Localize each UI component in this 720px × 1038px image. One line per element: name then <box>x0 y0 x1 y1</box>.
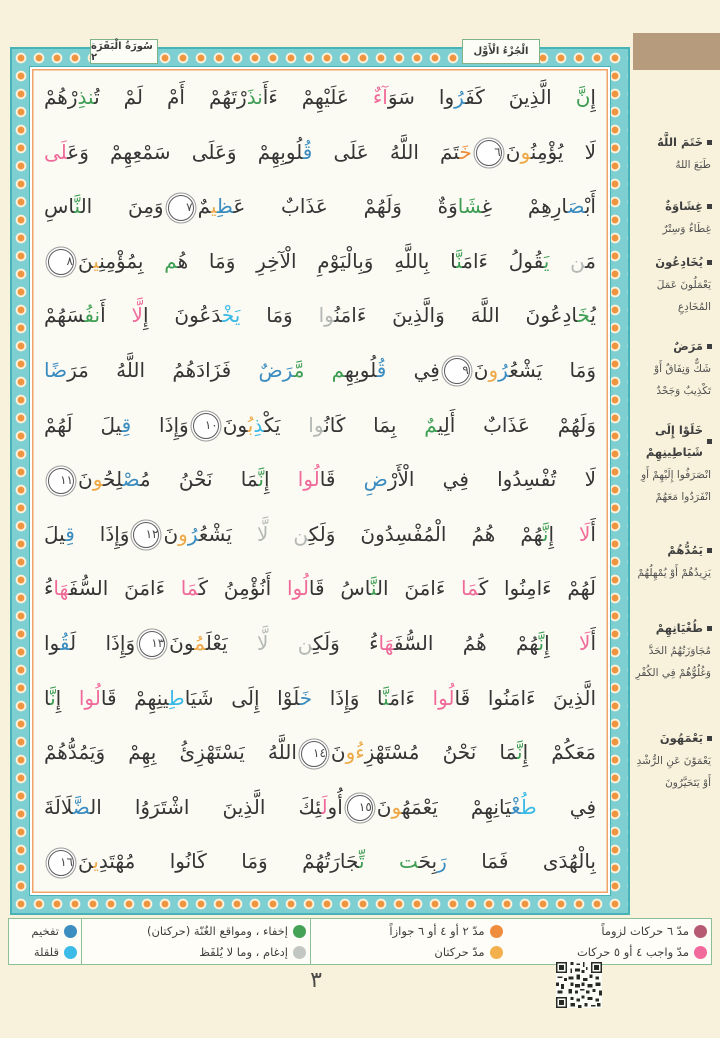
surah-name-label: سُورَةُ الْبَقَرَة ٢ <box>91 40 153 63</box>
quran-segment: يَخْ <box>221 303 241 328</box>
quran-line <box>44 834 596 889</box>
quran-segment: بُ <box>247 412 254 437</box>
quran-segment: نَ <box>505 139 521 164</box>
decorative-border-frame <box>10 47 630 915</box>
legend-label: قلقلة <box>33 945 59 959</box>
quran-segment: لَوْا إِلَى شَيَا <box>184 685 300 710</box>
quran-segment: يَكْ <box>263 412 309 437</box>
quran-segment: مَا نَحْنُ مُسْتَهْزِ <box>364 740 518 765</box>
ayah-marker: ١٤ <box>301 741 327 767</box>
square-bullet-icon <box>707 140 712 145</box>
quran-segment: نَ <box>78 849 94 874</box>
quran-segment: صْ <box>122 467 140 492</box>
quran-segment: عَلَيْهِمْ ءَأَ <box>262 85 373 109</box>
margin-note <box>632 728 712 794</box>
quran-segment: أَ <box>590 630 596 655</box>
legend-color-dot <box>694 946 707 959</box>
quran-line <box>44 452 596 507</box>
quran-segment: لُوا <box>432 685 455 710</box>
legend-label: مدّ حركتان <box>434 945 485 959</box>
quran-segment: مٌ <box>424 412 438 437</box>
quran-segment: بِحَ <box>418 849 438 874</box>
quran-segment: أَبْ <box>584 194 596 219</box>
legend-cell <box>311 919 711 964</box>
legend-item <box>13 922 77 941</box>
quran-segment: شَا <box>457 194 482 219</box>
margin-word <box>632 336 712 358</box>
margin-note <box>632 252 712 318</box>
quran-segment: نَ <box>163 521 179 546</box>
quran-segment: ظِ <box>216 194 234 219</box>
quran-segment: ءُو <box>345 740 365 765</box>
legend-cell <box>9 919 82 964</box>
quran-segment: ذِ <box>253 412 264 437</box>
quran-segment: رُ <box>187 521 199 546</box>
quran-segment: سَهُمْ <box>44 303 85 328</box>
page-number: ٣ <box>310 968 322 993</box>
legend-color-dot <box>293 925 306 938</box>
quran-segment: رُ <box>498 357 510 382</box>
quran-segment: نَّ <box>50 685 56 710</box>
ayah-marker: ٧ <box>168 195 194 221</box>
square-bullet-icon <box>707 548 712 553</box>
margin-word <box>632 252 712 274</box>
qr-code-icon <box>556 962 602 1008</box>
legend-item <box>315 922 503 941</box>
quran-segment: اللَّهُ يَسْتَهْزِئُ بِهِمْ وَيَمُدُّهُمْ <box>44 740 297 765</box>
quran-segment: مٌ <box>197 194 211 219</box>
legend-label: مدّ واجب ٤ أو ٥ حركات <box>576 945 689 959</box>
quran-segment: وا <box>308 412 325 437</box>
margin-definition: شَكٌّ وَنِفَاقٌ أَوْ تَكْذِيبٌ وَجَحْدٌ <box>654 362 711 397</box>
quran-segment: قِ <box>121 412 132 437</box>
margin-word-label: يُخَادِعُونَ <box>655 255 703 269</box>
quran-segment: ت تِّ <box>358 849 419 874</box>
quran-segment: ضِ <box>363 467 388 492</box>
quran-segment: ي <box>210 194 217 219</box>
quran-segment: هَا <box>53 576 69 601</box>
quran-segment: ادِعُونَ اللَّهَ وَالَّذِينَ ءَامَنُ <box>334 303 578 328</box>
quran-segment: خَ <box>299 685 313 710</box>
quran-line <box>44 288 596 343</box>
quran-line <box>44 179 596 234</box>
margin-word-label: غِشَاوَةٌ <box>665 199 703 213</box>
quran-segment: نَ <box>78 467 93 492</box>
quran-segment: ونَ <box>169 630 195 655</box>
quran-text-area <box>29 66 611 896</box>
margin-word <box>632 196 712 218</box>
quran-segment: هُمْ هُمُ السُّفَ <box>393 630 539 655</box>
quran-segment: ضًا <box>44 357 68 382</box>
quran-segment: ا يَشْعُ <box>198 521 257 546</box>
quran-segment: بِمَا كَانُ <box>324 412 425 437</box>
quran-segment: و <box>520 139 531 164</box>
quran-segment: نَّ <box>370 576 377 601</box>
quran-segment: هُمْ هُمُ الْمُفْسِدُونَ وَلَكِ <box>308 521 543 546</box>
quran-segment: رْهُمْ <box>44 85 78 109</box>
quran-segment: فِي <box>536 794 596 819</box>
ayah-marker: ٩ <box>444 358 470 384</box>
legend-item <box>503 922 707 941</box>
quran-segment: نَّ <box>456 248 463 273</box>
square-bullet-icon <box>707 344 712 349</box>
quran-segment: اسِ <box>44 194 75 219</box>
quran-segment: مَ <box>585 248 596 273</box>
quran-segment: الَّذِينَ ءَامَنُوا قَا <box>454 685 596 710</box>
quran-segment: يلَ <box>44 521 66 546</box>
quran-segment: أَ <box>590 521 596 546</box>
tajweed-legend <box>8 918 712 965</box>
ayah-marker: ١٥ <box>347 795 373 821</box>
margin-note <box>632 540 712 584</box>
quran-segment: خِرِ وَمَا هُ <box>177 248 280 273</box>
quran-segment: ءُ وَلَكِ <box>312 630 379 655</box>
quran-segment: ينِهِمْ قَا <box>100 685 169 710</box>
quran-line <box>44 125 596 180</box>
square-bullet-icon <box>707 204 712 209</box>
quran-segment: نَّ <box>74 194 81 219</box>
quran-segment: نذِ <box>77 85 95 109</box>
quran-line <box>44 725 596 780</box>
juz-name-tab <box>462 39 540 64</box>
quran-segment: نَّ <box>258 467 264 492</box>
margin-word-label: خَتَمَ اللَّهُ <box>657 135 703 149</box>
quran-segment: ءَامَ <box>389 685 433 710</box>
quran-segment: رَضٌ <box>258 357 294 382</box>
quran-segment: رَ <box>437 849 447 874</box>
quran-segment: م مَّ <box>293 357 345 382</box>
quran-segment: و <box>92 467 104 492</box>
legend-item <box>86 943 306 962</box>
quran-line <box>44 70 596 125</box>
quran-segment: و <box>178 521 188 546</box>
quran-segment: جَارَتُهُمْ وَمَا كَانُوا مُهْتَدِ <box>98 849 359 874</box>
legend-color-dot <box>490 946 503 959</box>
quran-segment: أَنُؤْمِنُ كَ <box>198 576 287 601</box>
ayah-marker: ١١ <box>48 468 74 494</box>
legend-item <box>315 943 503 962</box>
legend-item <box>13 943 77 962</box>
margin-note <box>632 196 712 240</box>
quran-segment: وا <box>44 630 60 655</box>
quran-line <box>44 671 596 726</box>
quran-segment: إِ <box>55 685 79 710</box>
quran-segment: ي <box>93 849 99 874</box>
surah-name-tab <box>90 39 158 64</box>
margin-definition: طَبَعَ اللهُ <box>675 158 711 171</box>
quran-segment: نَّ <box>517 740 523 765</box>
quran-line <box>44 343 596 398</box>
quran-segment: إِ <box>590 85 596 109</box>
quran-segment: يَ <box>543 248 550 273</box>
quran-segment: ئِكَ الَّذِينَ اشْتَرَوُا ال <box>90 794 322 819</box>
quran-segment: ءَامَنَ السُّفَ <box>68 576 181 601</box>
quran-segment: طُ <box>520 794 537 819</box>
quran-segment: رْتَهُمْ أَمْ لَمْ تُ <box>94 85 247 109</box>
quran-segment: الَّذِينَ كَفَ <box>465 85 576 109</box>
quran-segment: مَا <box>461 576 479 601</box>
legend-column <box>503 922 707 962</box>
quran-segment: اسُ قَا <box>308 576 371 601</box>
legend-color-dot <box>64 925 77 938</box>
quran-segment: وا <box>318 303 335 328</box>
quran-segment: لُوبِهِمْ وَعَلَى سَمْعِهِمْ وَعَ <box>67 139 303 164</box>
quran-segment: ن <box>570 248 586 273</box>
quran-segment: وَإِذَا <box>74 521 130 546</box>
margin-word <box>632 540 712 562</box>
quran-segment: لُوا <box>78 685 101 710</box>
legend-label: مدّ ٦ حركات لزوماً <box>601 924 689 938</box>
quran-segment: قُ <box>376 357 387 382</box>
quran-segment: مُ <box>194 630 206 655</box>
quran-segment: لَا تُفْسِدُوا فِي الْأَرْ <box>387 467 596 492</box>
margin-word-label: خَلَوْا إِلَى شَيَاطِينِهِمْ <box>645 423 703 459</box>
square-bullet-icon <box>707 260 712 265</box>
margin-word-label: يَعْمَهُونَ <box>659 731 703 745</box>
legend-label: إخفاء ، ومواقع الغُنّة (حركتان) <box>146 924 288 938</box>
quran-line <box>44 234 596 289</box>
quran-line <box>44 561 596 616</box>
margin-definition: يَزِيدُهُمْ أَوْ يُمْهِلُهُمْ <box>637 566 711 579</box>
quran-segment: يُ <box>590 303 596 328</box>
margin-note <box>632 336 712 402</box>
quran-segment: مَعَكُمْ إِ <box>522 740 596 765</box>
quran-segment: لَ <box>321 794 328 819</box>
quran-segment: قُ <box>302 139 313 164</box>
quran-segment: ن لَّ <box>256 521 309 546</box>
margin-word <box>632 132 712 154</box>
quran-segment: لَا يُؤْمِنُ <box>530 139 596 164</box>
quran-segment: لَا <box>579 630 591 655</box>
quran-segment: وَمَا يَشْعُ <box>509 357 596 382</box>
margin-word-label: طُغْيَانِهِمْ <box>655 621 703 635</box>
quran-segment: لَهُمْ ءَامِنُوا كَ <box>478 576 596 601</box>
quran-segment: ا يَعْلَ <box>205 630 257 655</box>
legend-color-dot <box>694 925 707 938</box>
quran-segment: نَ <box>330 740 346 765</box>
legend-item <box>503 943 707 962</box>
quran-segment: إِ <box>544 630 580 655</box>
quran-segment: ا بِاللَّهِ وَبِالْيَوْمِ الْ <box>279 248 457 273</box>
legend-color-dot <box>64 946 77 959</box>
quran-segment: أَ <box>100 303 132 328</box>
quran-segment: نَ <box>78 248 94 273</box>
legend-color-dot <box>293 946 306 959</box>
quran-segment: قُ <box>59 630 71 655</box>
juz-name-label: الْجُزْءُ الْأَوَّل <box>473 46 529 57</box>
margin-definition: يَعْمَلُونَ عَمَلَ المُخَادِعِ <box>656 278 711 313</box>
quran-segment: وَلَهُمْ عَذَابٌ أَلِي <box>437 412 596 437</box>
quran-segment: بِالْهُدَى فَمَا <box>446 849 596 874</box>
quran-segment: نَّ <box>575 85 591 109</box>
margin-definition: انْصَرَفُوا إِلَيْهِمْ أَوِ انْفَرَدُوا مَعَهُمْ <box>641 468 711 503</box>
margin-word-label: يَمُدُّهُمْ <box>667 543 703 557</box>
legend-item <box>86 922 306 941</box>
quran-segment: هَا <box>378 630 394 655</box>
quran-segment: صَ <box>567 194 585 219</box>
quran-line <box>44 507 596 562</box>
ayah-marker: ١٦ <box>48 850 74 876</box>
quran-segment: م <box>164 248 178 273</box>
square-bullet-icon <box>707 439 712 444</box>
quran-segment: نَّ <box>383 685 390 710</box>
quran-line <box>44 398 596 453</box>
quran-segment <box>549 249 570 273</box>
quran-segment: و <box>391 794 402 819</box>
quran-segment: وا سَوَ <box>387 85 455 109</box>
ayah-marker: ١٣ <box>139 631 165 657</box>
quran-segment: وَمَا <box>240 303 319 328</box>
margin-word <box>632 420 712 464</box>
quran-segment: وَإِذَا لَ <box>70 630 136 655</box>
legend-column <box>315 922 503 962</box>
quran-segment: نَّ <box>538 630 545 655</box>
quran-segment: يلَ لَهُمْ <box>44 412 122 437</box>
margin-definition: مُجَاوَزَتُهُمُ الحَدَّ وَغُلُوُّهُمْ فِي الكُفْرِ <box>635 644 711 679</box>
margin-definition: غِطَاءٌ وَسِتْرٌ <box>662 222 711 235</box>
margin-word <box>632 728 712 750</box>
ayah-marker: ١٢ <box>133 522 159 548</box>
quran-segment: لِحُ <box>103 467 123 492</box>
square-bullet-icon <box>707 626 712 631</box>
quran-segment: دَعُونَ إِ <box>142 303 222 328</box>
quran-segment: تَمَ اللَّهُ عَلَى <box>312 139 460 164</box>
quran-segment: فِي <box>386 357 440 382</box>
margin-note <box>632 132 712 176</box>
quran-segment: ا وَإِذَا <box>312 685 384 710</box>
legend-label: مدّ ٢ أو ٤ أو ٦ جوازاً <box>389 924 485 938</box>
ayah-marker: ١٠ <box>193 413 219 439</box>
quran-segment: نذَ <box>246 85 263 109</box>
legend-column <box>86 922 306 962</box>
quran-segment: خَ <box>577 303 591 328</box>
quran-segment: ضَّ <box>72 794 91 819</box>
quran-segment: ءُ <box>44 576 54 601</box>
quran-segment: وَمِنَ ال <box>80 194 164 219</box>
ayah-marker: ٨ <box>48 249 74 275</box>
quran-segment: مَا نَحْنُ مُ <box>139 467 259 492</box>
quran-segment: مَا <box>180 576 199 601</box>
legend-color-dot <box>490 925 503 938</box>
margin-note <box>632 420 712 508</box>
margin-word <box>632 618 712 640</box>
quran-segment: طِ <box>168 685 185 710</box>
quran-segment: نَ <box>473 357 489 382</box>
quran-segment: غْ <box>511 794 521 819</box>
quran-segment: آءٌ <box>372 85 388 109</box>
quran-segment: لَى <box>44 139 68 164</box>
quran-segment: قُولُ ءَامَ <box>462 248 544 273</box>
quran-segment: و <box>488 357 499 382</box>
quran-segment: بِمُؤْمِنِ <box>99 248 165 273</box>
quran-segment: قِ <box>65 521 75 546</box>
quran-line <box>44 780 596 835</box>
quran-segment: لُوا <box>297 467 320 492</box>
quran-segment: رُ <box>454 85 466 109</box>
quran-segment: لَالَةَ <box>44 794 73 819</box>
margin-definition: يَعْمَوْنَ عَنِ الرُّشْدِ أَوْ يَتَحَيَّرُونَ <box>636 754 711 789</box>
legend-label: إدغام ، وما لا يُلفَظ <box>199 945 288 959</box>
quran-text <box>44 70 596 889</box>
quran-segment: يَانِهِمْ يَعْمَهُ <box>401 794 512 819</box>
quran-segment: نفُ <box>84 303 101 328</box>
quran-segment: إِ <box>264 467 298 492</box>
quran-segment: ا <box>44 685 51 710</box>
quran-line <box>44 616 596 671</box>
quran-segment: ن لَّ <box>256 630 313 655</box>
margin-notes <box>632 0 716 1038</box>
quran-segment: فَزَادَهُمُ اللَّهُ مَرَ <box>67 357 259 382</box>
margin-note <box>632 618 712 684</box>
legend-label: تفخيم <box>31 924 59 938</box>
quran-segment: نَ <box>376 794 392 819</box>
quran-segment: ءَامَنَ ال <box>376 576 462 601</box>
quran-segment: لُوا <box>286 576 309 601</box>
quran-segment: ارِهِمْ غِ <box>481 194 568 219</box>
quran-segment: نَّ <box>542 521 549 546</box>
quran-segment: لَّا <box>131 303 143 328</box>
quran-segment: ي <box>93 248 100 273</box>
legend-cell <box>82 919 311 964</box>
quran-segment: إِ <box>548 521 580 546</box>
quran-segment: وَةٌ وَلَهُمْ عَذَابٌ عَ <box>233 194 458 219</box>
quran-segment: لَا <box>579 521 591 546</box>
quran-segment: لُوبِهِ <box>345 357 377 382</box>
quran-segment: قَا <box>319 467 364 492</box>
ayah-marker: ٦ <box>476 140 502 166</box>
square-bullet-icon <box>707 736 712 741</box>
quran-segment: أُو <box>327 794 343 819</box>
quran-segment: ونَ <box>222 412 248 437</box>
quran-segment: وَإِذَا <box>131 412 189 437</box>
margin-word-label: مَرَضٌ <box>673 339 703 353</box>
legend-column <box>13 922 77 962</box>
quran-segment: خَ <box>459 139 472 164</box>
